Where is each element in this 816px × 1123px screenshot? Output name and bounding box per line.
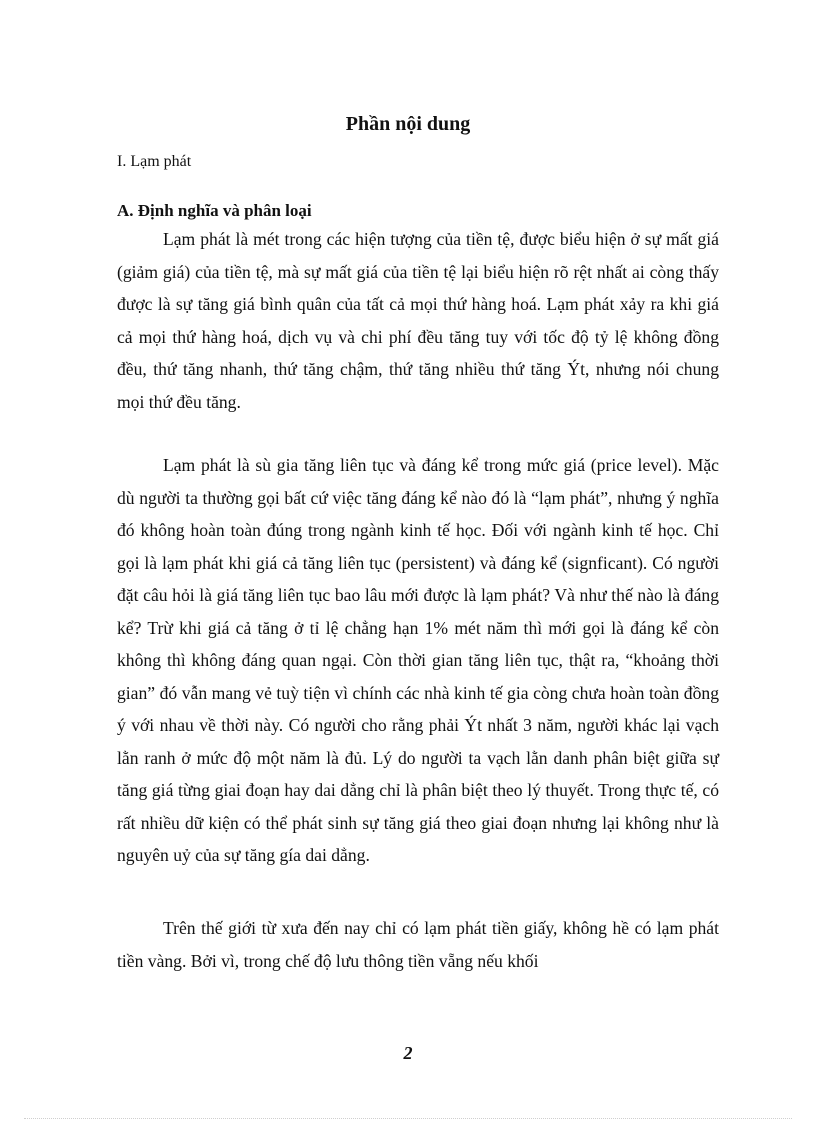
page-number: 2 [403, 1043, 413, 1063]
paragraph-3: Trên thế giới từ xưa đến nay chỉ có lạm phát tiền giấy, không hề có lạm phát tiền vàng. Bởi vì, trong chế độ lưu thông tiền vẵng nếu khối [117, 918, 719, 971]
subsection-heading: A. Định nghĩa và phân loại [117, 201, 312, 220]
paragraph-1: Lạm phát là mét trong các hiện tượng của tiền tệ, được biểu hiện ở sự mất giá (giảm giá) của tiền tệ, mà sự mất giá của tiền tệ lại biểu hiện rõ rệt nhất ai còng thấy được là sự tăng giá bình quân của tất cả mọi thứ hàng hoá. Lạm phát xảy ra khi giá cả mọi thứ hàng hoá, dịch vụ và chi phí đều tăng tuy với tốc độ tỷ lệ không đồng đều, thứ tăng nhanh, thứ tăng chậm, thứ tăng nhiều thứ tăng Ýt, nhưng nói chung mọi thứ đều tăng. [117, 229, 719, 412]
page-bottom-divider [24, 1118, 792, 1119]
paragraph-2: Lạm phát là sù gia tăng liên tục và đáng kể trong mức giá (price level). Mặc dù người ta thường gọi bất cứ việc tăng đáng kể nào đó là “lạm phát”, nhưng ý nghĩa đó không hoàn toàn đúng trong ngành kinh tế học. Đối với ngành kinh tế học. Chỉ gọi là lạm phát khi giá cả tăng liên tục (persistent) và đáng kể (signficant). Có người đặt câu hỏi là giá tăng liên tục bao lâu mới được là lạm phát? Và như thế nào là đáng kể? Trừ khi giá cả tăng ở tỉ lệ chẳng hạn 1% mét năm thì mới gọi là đáng kể còn không thì không đáng quan ngại. Còn thời gian tăng liên tục, thật ra, “khoảng thời gian” đó vẫn mang vẻ tuỳ tiện vì chính các nhà kinh tế gia còng chưa hoàn toàn đồng ý với nhau về thời này. Có người cho rằng phải Ýt nhất 3 năm, người khác lại vạch lằn ranh ở mức độ một năm là đủ. Lý do người ta vạch lằn danh phân biệt giữa sự tăng giá từng giai đoạn hay dai dẳng chỉ là phân biệt theo lý thuyết. Trong thực tế, có rất nhiều dữ kiện có thể phát sinh sự tăng giá theo giai đoạn nhưng lại không như là nguyên uỷ của sự tăng gía dai dẳng. [117, 455, 719, 865]
section-heading: I. Lạm phát [117, 153, 192, 170]
page-title: Phần nội dung [345, 113, 471, 135]
